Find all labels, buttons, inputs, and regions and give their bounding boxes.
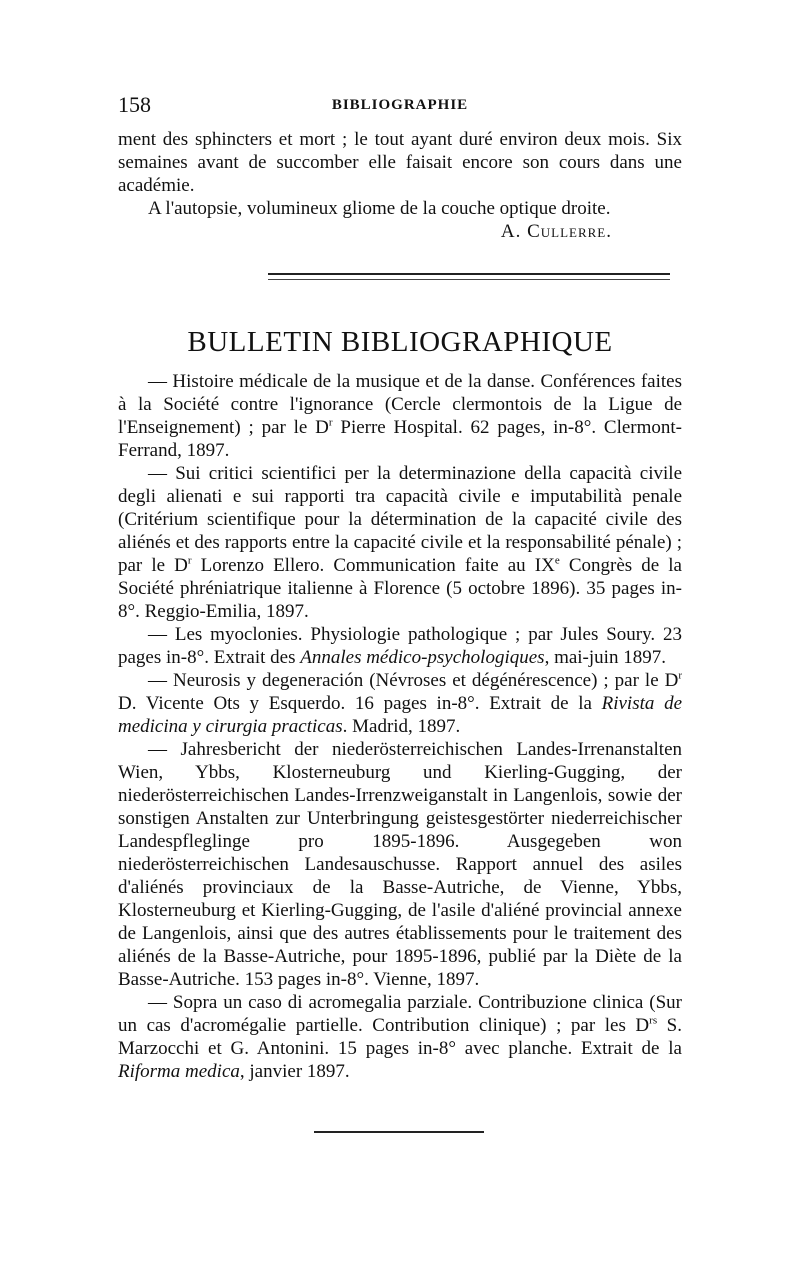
- end-rule: [314, 1131, 484, 1133]
- bibliography-entry: — Histoire médicale de la musique et de la danse. Conférences faites à la Société contre l'ignorance (Cercle clermontois de la Ligue de l'Enseignement) ; par le $D^r$ Pierre Hospital. 62 pages, in-8°. Clermont-Ferrand, 1897.: [118, 371, 682, 461]
- bibliography-entry: — Jahresbericht der niederösterreichischen Landes-Irrenanstalten Wien, Ybbs, Klosterneuburg und Kierling-Gugging, der niederösterreichischen Landes-Irrenzweiganstalt in Langenlois, sowie der sonstigen Anstalten zur Unterbringung geistesgestörter niederreichischer Landespfleglinge pro 1895-1896. Ausgegeben won niederösterreichischen Landesauschusse. Rapport annuel des asiles d'aliénés provinciaux de la Basse-Autriche, de Vienne, Ybbs, Klosterneuburg et Kierling-Gugging, de l'asile d'aliéné provincial annexe de Langenlois, ainsi que des autres établissements pour le traitement des aliénés de la Basse-Autriche, pour 1895-1896, publié par la Diète de la Basse-Autriche. 153 pages in-8°. Vienne, 1897.: [118, 739, 682, 990]
- page-number: 158: [118, 92, 151, 117]
- bibliography-entry: — Sui critici scientifici per la determinazione della capacità civile degli alienati e sui rapporti tra capacità civile e imputabilità penale (Critérium scientifique pour la détermination de la capacité civile des aliénés et des rapports entre la capacité civile et la responsabilité pénale) ; par le $D^r$ Lorenzo Ellero. Communication faite au IXe Congrès de la Société phréniatrique italienne à Florence (5 octobre 1896). 35 pages in-8°. Reggio-Emilia, 1897.: [118, 463, 682, 622]
- bibliography-entry: — Neurosis y degeneración (Névroses et dégénérescence) ; par le $D^r$ D. Vicente Ots y Esquerdo. 16 pages in-8°. Extrait de la Rivista de medicina y cirurgia practicas. Madrid, 1897.: [118, 669, 683, 737]
- bibliography-entry: — Sopra un caso di acromegalia parziale. Contribuzione clinica (Sur un cas d'acromégalie partielle. Contribution clinique) ; par les $D^{rs}$ S. Marzocchi et G. Antonini. 15 pages in-8° avec planche. Extrait de la Riforma medica, janvier 1897.: [118, 992, 682, 1082]
- running-title: BIBLIOGRAPHIE: [331, 97, 469, 113]
- section-divider-thick: [268, 273, 670, 275]
- section-divider-thin: [268, 279, 670, 280]
- author-signature: A. Cullerre.: [500, 221, 612, 242]
- page-header: [118, 92, 682, 120]
- bibliography-list: [118, 370, 682, 1083]
- previous-review-ending: [118, 128, 682, 243]
- bibliography-entry: — Les myoclonies. Physiologie pathologique ; par Jules Soury. 23 pages in-8°. Extrait des Annales médico-psychologiques, mai-juin 1897.: [118, 624, 682, 668]
- autopsy-paragraph: A l'autopsie, volumineux gliome de la couche optique droite.: [148, 198, 611, 219]
- continuation-paragraph: ment des sphincters et mort ; le tout ayant duré environ deux mois. Six semaines avant de succomber elle faisait encore son cours dans une académie.: [118, 129, 682, 196]
- section-title: BULLETIN BIBLIOGRAPHIQUE: [187, 326, 613, 358]
